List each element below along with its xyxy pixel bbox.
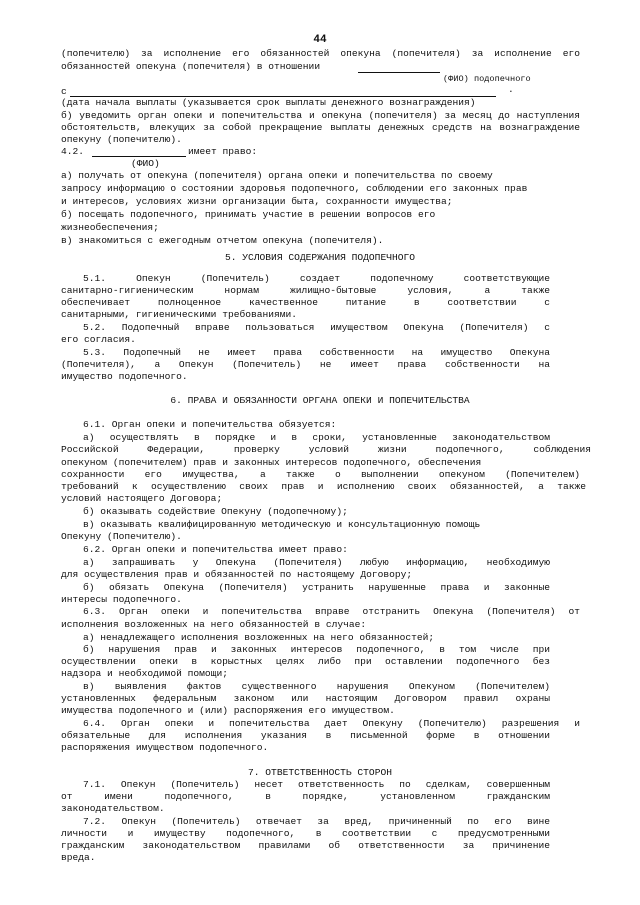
text-line: Российской Федерации, проверку условий жизни подопечного, соблюдения: [61, 444, 591, 455]
text-line: б) оказывать содействие Опекуну (подопечному);: [83, 506, 348, 517]
text-line: исполнения возложенных на него обязанностей в случае:: [61, 619, 367, 630]
section-title: 6. ПРАВА И ОБЯЗАННОСТИ ОРГАНА ОПЕКИ И ПОПЕЧИТЕЛЬСТВА: [170, 395, 470, 406]
text-line: санитарно-гигиеническим нормам жилищно-бытовые условия, а также: [61, 285, 550, 296]
text-line: от имени подопечного, в порядке, установленном гражданским: [61, 791, 550, 802]
text-line: интересы подопечного.: [61, 594, 182, 605]
text-line: имущества подопечного и (или) распоряжения его имуществом.: [61, 705, 395, 716]
text-line: б) уведомить орган опеки и попечительства и опекуна (попечителя) за месяц до наступления: [61, 110, 580, 121]
text-line: распоряжения имуществом подопечного.: [61, 742, 269, 753]
text-line: а) запрашивать у Опекуна (Попечителя) любую информацию, необходимую: [83, 557, 550, 568]
text-line: в) выявления фактов существенного нарушения Опекуном (Попечителем): [83, 681, 550, 692]
text-line: 5.1. Опекун (Попечитель) создает подопечному соответствующие: [83, 273, 550, 284]
text-line: установленных федеральным законом или настоящим Договором правил охраны: [61, 693, 550, 704]
text-line: гражданским законодательством правилами об ответственности за причинение: [61, 840, 550, 851]
text-line: 6.1. Орган опеки и попечительства обязуется:: [83, 419, 337, 430]
page-number: 44: [313, 34, 327, 46]
section-title: 7. ОТВЕТСТВЕННОСТЬ СТОРОН: [248, 767, 392, 778]
text-line: сохранности его имущества, а также о выполнении опекуном (Попечителем): [61, 469, 580, 480]
text-line: а) получать от опекуна (попечителя) органа опеки и попечительства по своему: [61, 170, 493, 181]
text-line: для осуществления прав и обязанностей по настоящему Договору;: [61, 569, 413, 580]
text-line: требований к осуществлению своих прав и исполнению своих обязанностей, а также: [61, 481, 586, 492]
text-line: б) обязать Опекуна (Попечителя) устранить нарушенные права и законные: [83, 582, 550, 593]
text-line: (попечителю) за исполнение его обязанностей опекуна (попечителя) за исполнение его: [61, 48, 580, 59]
text-line: б) нарушения прав и законных интересов подопечного, в том числе при: [83, 644, 550, 655]
text-line: вреда.: [61, 852, 96, 863]
text-line: 7.2. Опекун (Попечитель) отвечает за вред, причиненный по его вине: [83, 816, 550, 827]
text-line: б) посещать подопечного, принимать участие в решении вопросов его: [61, 209, 436, 220]
caption-fio: (ФИО): [131, 158, 160, 169]
text-line: (Попечителя), а Опекун (Попечитель) не имеет права собственности на: [61, 359, 550, 370]
text-line: имущество подопечного.: [61, 371, 188, 382]
text-line: .: [508, 84, 514, 95]
section-title: 5. УСЛОВИЯ СОДЕРЖАНИЯ ПОДОПЕЧНОГО: [225, 252, 415, 263]
caption-fio: (ФИО) подопечного: [443, 74, 531, 84]
text-line: обязанностей опекуна (попечителя) в отношении: [61, 61, 321, 72]
text-line: имеет право:: [188, 146, 258, 157]
text-line: 6.3. Орган опеки и попечительства вправе отстранить Опекуна (Попечителя) от: [83, 606, 580, 617]
text-line: Опекуну (Попечителю).: [61, 531, 182, 542]
clause-number: 4.2.: [61, 146, 85, 157]
text-line: условий настоящего Договора;: [61, 493, 223, 504]
text-line: в) знакомиться с ежегодным отчетом опекуна (попечителя).: [61, 235, 384, 246]
text-line: осуществлении опеки в корыстных целях либо при оставлении подопечного без: [61, 656, 550, 667]
text-line: а) ненадлежащего исполнения возложенных на него обязанностей;: [83, 632, 435, 643]
text-line: а) осуществлять в порядке и в сроки, установленные законодательством: [83, 432, 550, 443]
text-line: 5.2. Подопечный вправе пользоваться имуществом Опекуна (Попечителя) с: [83, 322, 550, 333]
text-line: надзора и необходимой помощи;: [61, 668, 228, 679]
text-line: его согласия.: [61, 334, 136, 345]
text-line: и интересов, условиях жизни организации быта, сохранности имущества;: [61, 196, 453, 207]
text-line: 6.2. Орган опеки и попечительства имеет право:: [83, 544, 348, 555]
text-line: 7.1. Опекун (Попечитель) несет ответственность по сделкам, совершенным: [83, 779, 550, 790]
text-line: личности и имуществу подопечного, в соответствии с предусмотренными: [61, 828, 550, 839]
text-line: (дата начала выплаты (указывается срок выплаты денежного вознаграждения): [61, 97, 476, 108]
text-line: законодательством.: [61, 803, 165, 814]
text-line: с: [61, 86, 67, 97]
text-line: опекуном (попечителем) прав и законных интересов подопечного, обеспечения: [61, 457, 482, 468]
text-line: обстоятельств, влекущих за собой прекращение выплаты денежных средств на вознаграждение: [61, 122, 580, 133]
text-line: опекуну (попечителю).: [61, 134, 182, 145]
text-line: 6.4. Орган опеки и попечительства дает Опекуну (Попечителю) разрешения и: [83, 718, 580, 729]
text-line: запросу информацию о состоянии здоровья подопечного, соблюдении его законных прав: [61, 183, 528, 194]
text-line: санитарными, гигиеническими требованиями.: [61, 309, 298, 320]
blank-line: [358, 72, 440, 73]
text-line: 5.3. Подопечный не имеет права собственности на имущество Опекуна: [83, 347, 550, 358]
blank-line: [92, 156, 186, 157]
text-line: обязательные для исполнения указания в письменной форме в отношении: [61, 730, 550, 741]
text-line: жизнеобеспечения;: [61, 222, 159, 233]
text-line: обеспечивает полноценное качественное питание в соответствии с: [61, 297, 550, 308]
text-line: в) оказывать квалифицированную методическую и консультационную помощь: [83, 519, 481, 530]
